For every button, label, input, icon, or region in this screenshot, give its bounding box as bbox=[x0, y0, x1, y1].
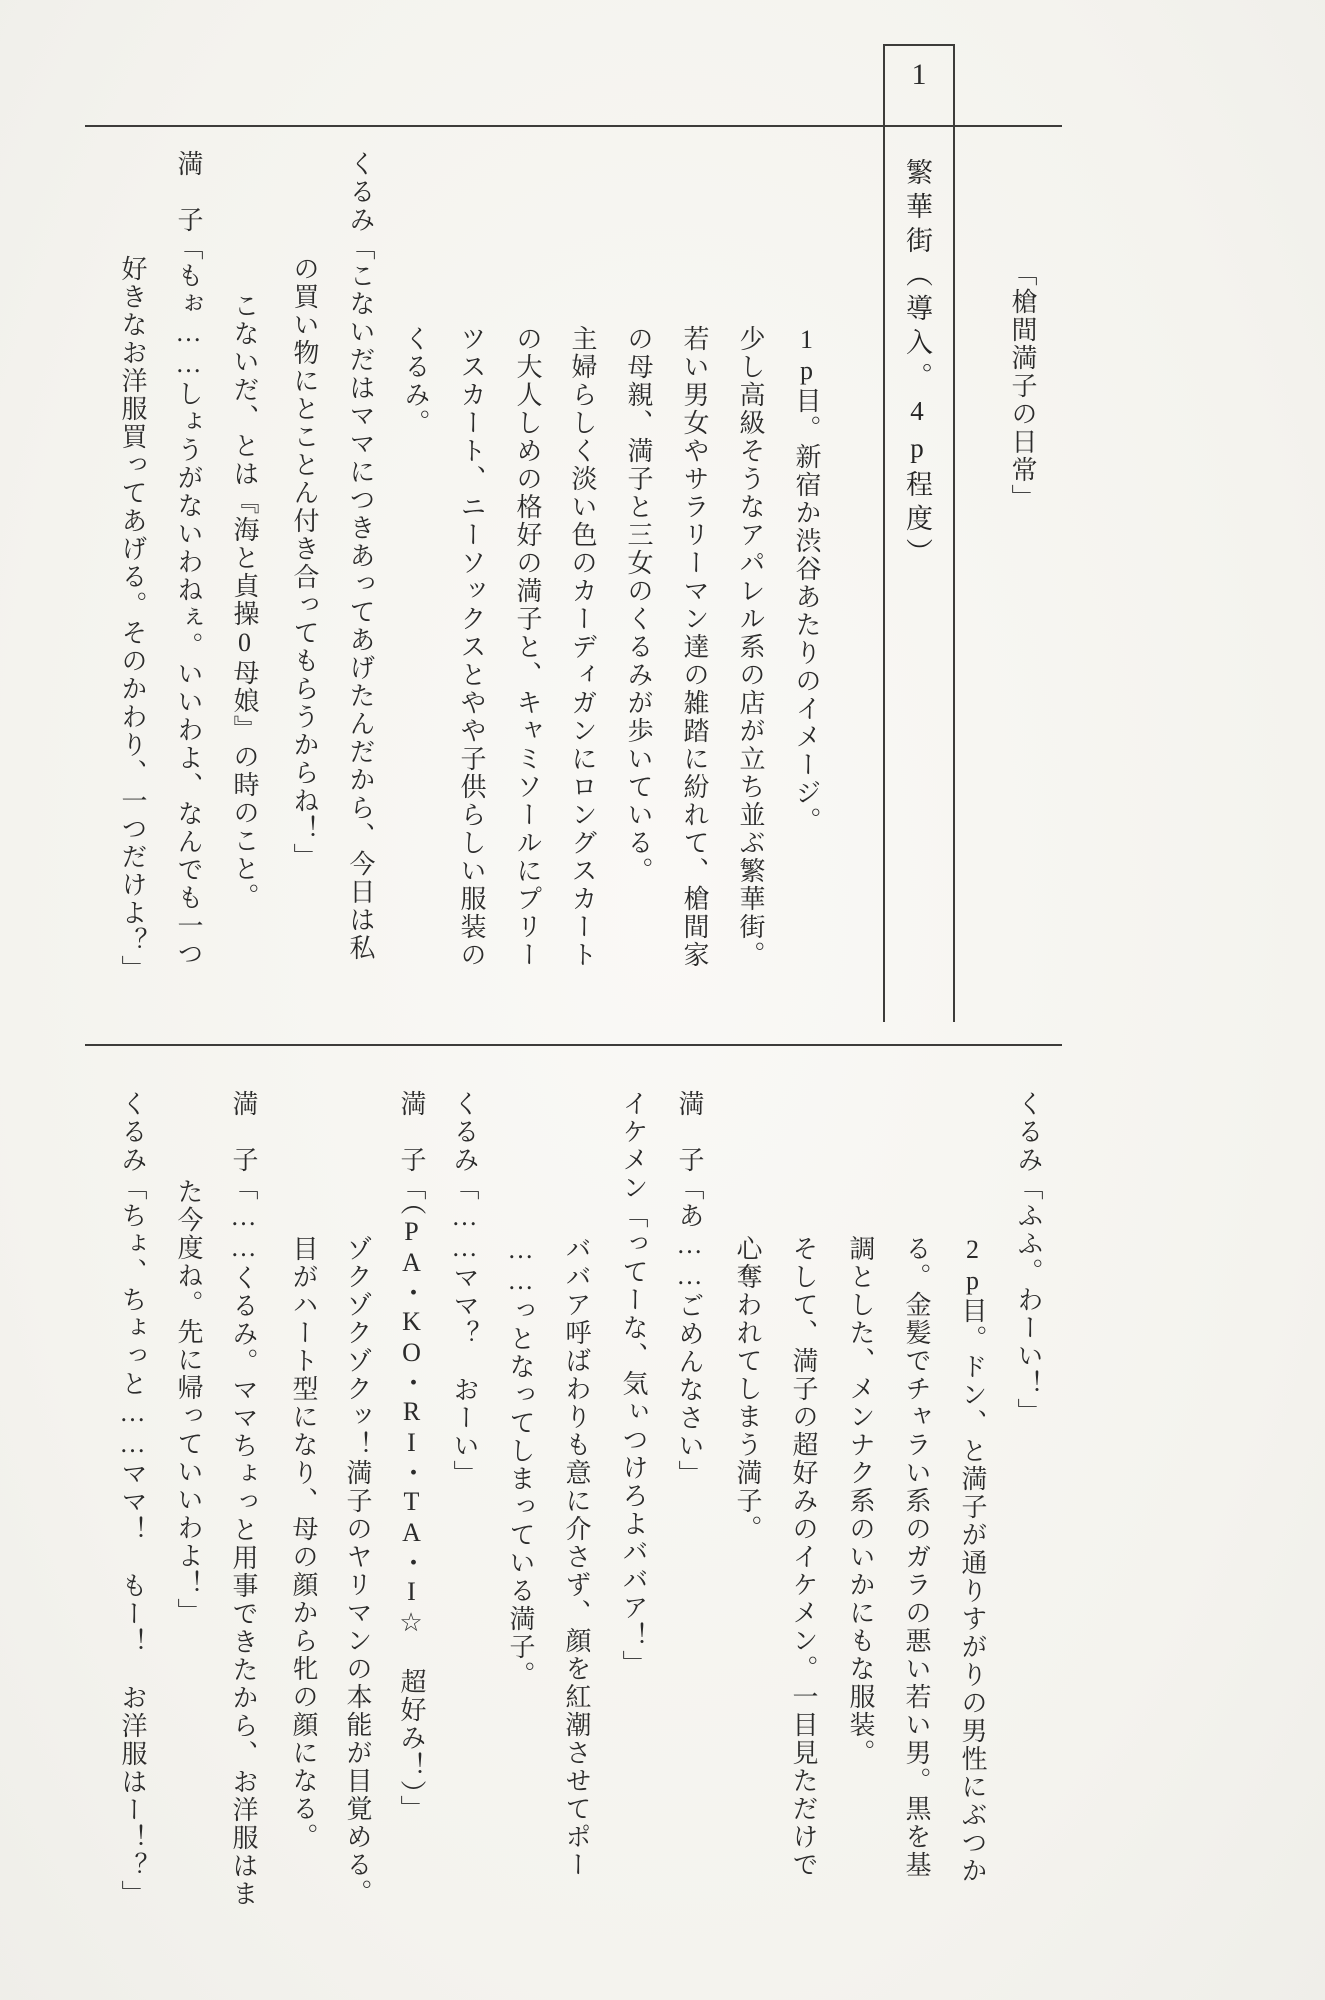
dialogue-column: 好きなお洋服買ってあげる。そのかわり、一つだけよ？」 bbox=[118, 255, 147, 983]
text-column: そして、満子の超好みのイケメン。一目見ただけで bbox=[789, 1235, 818, 1879]
dialogue-column: イケメン「ってーな、気ぃつけろよババア！」 bbox=[619, 1090, 648, 1678]
dialogue-column: の買い物にとことん付き合ってもらうからね！」 bbox=[290, 255, 319, 871]
dialogue-column: くるみ「……ママ？ おーい」 bbox=[450, 1090, 479, 1488]
text-column: ババア呼ばわりも意に介さず、顔を紅潮させてポー bbox=[562, 1235, 591, 1879]
script-title: 「槍間満子の日常」 bbox=[1008, 260, 1037, 512]
text-column: 調とした、メンナク系のいかにもな服装。 bbox=[846, 1235, 875, 1767]
text-column: 心奪われてしまう満子。 bbox=[733, 1235, 762, 1543]
text-column: の母親、満子と三女のくるみが歩いている。 bbox=[624, 325, 653, 885]
scene1-body bbox=[0, 125, 1325, 1044]
scene-heading: 繁華街（導入。4p程度） bbox=[902, 158, 932, 572]
text-column: くるみ。 bbox=[401, 325, 430, 437]
text-column: 主婦らしく淡い色のカーディガンにロングスカート bbox=[568, 325, 597, 969]
dialogue-column: た今度ね。先に帰っていいわよ！」 bbox=[174, 1178, 203, 1626]
dialogue-column: くるみ「ちょ、ちょっと……ママ！ もー！ お洋服はー！？」 bbox=[118, 1090, 147, 1908]
dialogue-column: 満 子「もぉ……しょうがないわねぇ。いいわよ、なんでも一つ bbox=[174, 150, 203, 968]
dialogue-column: 満 子「（PA・KO・RI・TA・I☆ 超好み！）」 bbox=[397, 1090, 426, 1823]
text-column: こないだ、とは『海と貞操0母娘』の時のこと。 bbox=[230, 292, 259, 911]
dialogue-column: 満 子「あ……ごめんなさい」 bbox=[675, 1090, 704, 1488]
text-column: ツスカート、ニーソックスとやや子供らしい服装の bbox=[457, 325, 486, 969]
text-column: 1p目。新宿か渋谷あたりのイメージ。 bbox=[792, 325, 821, 835]
dialogue-column: 満 子「……くるみ。ママちょっと用事できたから、お洋服はま bbox=[229, 1090, 258, 1908]
dialogue-column: くるみ「ふふ。わーい！」 bbox=[1014, 1090, 1043, 1426]
text-column: ……っとなってしまっている満子。 bbox=[506, 1235, 535, 1689]
text-column: 若い男女やサラリーマン達の雑踏に紛れて、槍間家 bbox=[680, 325, 709, 969]
text-column: 目がハート型になり、母の顔から牝の顔になる。 bbox=[289, 1235, 318, 1851]
scene2-body bbox=[0, 1044, 1325, 2000]
text-column: ゾクゾクゾクッ！満子のヤリマンの本能が目覚める。 bbox=[343, 1235, 372, 1907]
dialogue-column: くるみ「こないだはママにつきあってあげたんだから、今日は私 bbox=[346, 150, 375, 962]
text-column: 少し高級そうなアパレル系の店が立ち並ぶ繁華街。 bbox=[736, 325, 765, 969]
text-column: る。金髪でチャラい系のガラの悪い若い男。黒を基 bbox=[902, 1235, 931, 1879]
text-column: 2p目。ドン、と満子が通りすがりの男性にぶつか bbox=[958, 1235, 987, 1885]
text-column: の大人しめの格好の満子と、キャミソールにプリー bbox=[513, 325, 542, 969]
page-number: 1 bbox=[911, 58, 927, 91]
